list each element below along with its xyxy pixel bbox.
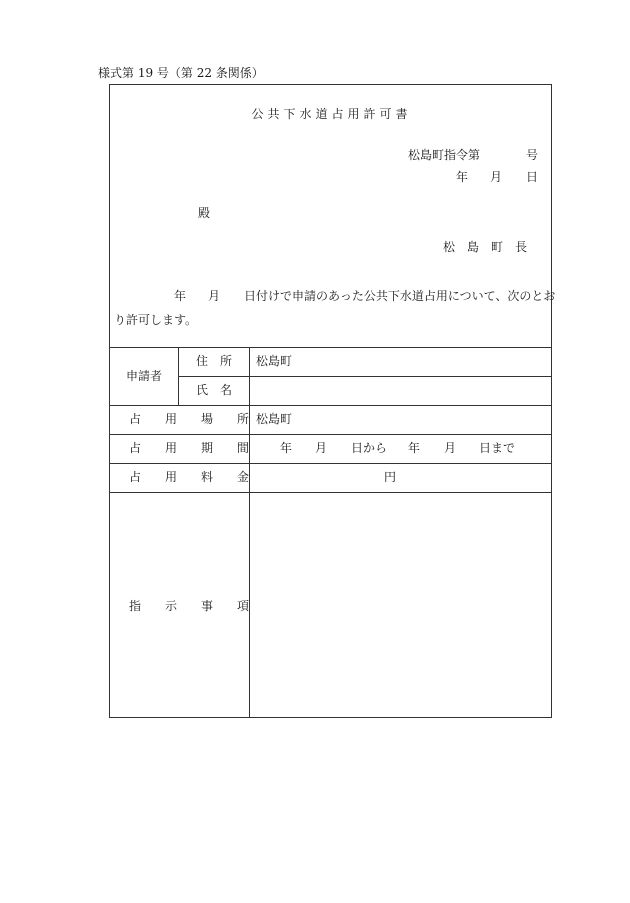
period-to-day: 日まで: [479, 441, 516, 455]
name-label: 氏 名: [196, 383, 233, 397]
form-number-label: 様式第 19 号（第 22 条関係）: [98, 66, 264, 80]
issue-date-year: 年: [456, 170, 469, 184]
period-label: 占 用 期 間: [129, 441, 250, 455]
body-month: 月: [208, 289, 221, 303]
period-from-day: 日から: [351, 441, 388, 455]
applicant-label: 申請者: [126, 369, 163, 383]
body-year: 年: [174, 289, 187, 303]
fee-unit: 円: [384, 470, 397, 484]
issue-date-day: 日: [526, 170, 539, 184]
body-text-line2: り許可します。: [114, 313, 198, 327]
issuer-name: 松 島 町 長: [443, 240, 528, 254]
period-from-year: 年: [280, 441, 293, 455]
instructions-label: 指 示 事 項: [129, 599, 250, 613]
permit-number-prefix: 松島町指令第: [408, 148, 481, 162]
addressee-honorific: 殿: [198, 206, 211, 220]
location-label: 占 用 場 所: [129, 412, 250, 426]
permit-number-suffix: 号: [526, 148, 539, 162]
issue-date-month: 月: [490, 170, 503, 184]
period-to-month: 月: [444, 441, 457, 455]
body-text-line1: 日付けで申請のあった公共下水道占用について、次のとお: [244, 289, 556, 303]
permit-form-frame: [109, 84, 556, 718]
period-to-year: 年: [408, 441, 421, 455]
fee-label: 占 用 料 金: [129, 470, 250, 484]
location-value: 松島町: [256, 412, 293, 426]
document-title: 公共下水道占用許可書: [251, 107, 412, 121]
address-value: 松島町: [256, 354, 293, 368]
address-label: 住 所: [196, 354, 233, 368]
period-from-month: 月: [315, 441, 328, 455]
